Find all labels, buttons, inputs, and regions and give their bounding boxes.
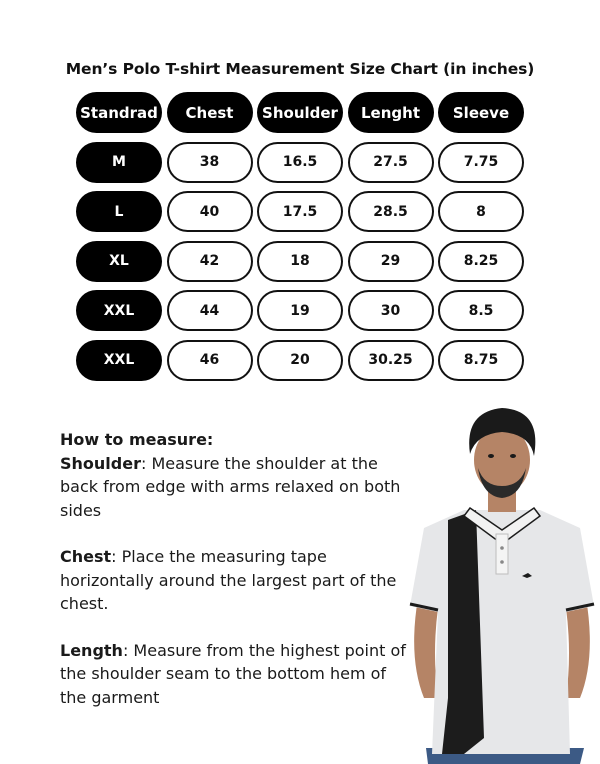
length-value: 30.25 (348, 340, 434, 381)
size-label: XL (76, 241, 162, 282)
left-arm (414, 598, 438, 698)
chest-value: 44 (167, 290, 253, 331)
chest-value: 38 (167, 142, 253, 183)
length-value: 29 (348, 241, 434, 282)
shoulder-value: 20 (257, 340, 343, 381)
sleeve-value: 8.25 (438, 241, 524, 282)
size-chart-table (76, 92, 524, 381)
howto-heading: How to measure: (60, 430, 214, 449)
length-label: Length (60, 640, 123, 660)
sleeve-value: 8.5 (438, 290, 524, 331)
length-text: : Measure from the highest point of the shoulder seam to the bottom hem of the garment (60, 640, 406, 707)
length-value: 30 (348, 290, 434, 331)
header-length: Lenght (348, 92, 434, 133)
size-label: L (76, 191, 162, 232)
length-instruction (60, 639, 410, 710)
chest-instruction (60, 545, 410, 616)
header-standard: Standrad (76, 92, 162, 133)
shoulder-value: 19 (257, 290, 343, 331)
length-value: 28.5 (348, 191, 434, 232)
size-label: M (76, 142, 162, 183)
header-chest: Chest (167, 92, 253, 133)
sleeve-value: 8.75 (438, 340, 524, 381)
shoulder-instruction (60, 452, 410, 523)
chest-value: 42 (167, 241, 253, 282)
chest-label: Chest (60, 547, 112, 566)
measure-instructions (60, 428, 410, 732)
chest-value: 46 (167, 340, 253, 381)
size-label: XXL (76, 340, 162, 381)
model-photo (404, 398, 600, 764)
shoulder-text: : Measure the shoulder at the back from edge with arms relaxed on both sides (60, 453, 401, 520)
sleeve-value: 8 (438, 191, 524, 232)
shoulder-value: 17.5 (257, 191, 343, 232)
right-arm (566, 598, 590, 698)
chest-text: : Place the measuring tape horizontally around the largest part of the chest. (60, 547, 397, 613)
shoulder-value: 16.5 (257, 142, 343, 183)
chest-value: 40 (167, 191, 253, 232)
shoulder-value: 18 (257, 241, 343, 282)
header-shoulder: Shoulder (257, 92, 343, 133)
header-sleeve: Sleeve (438, 92, 524, 133)
size-label: XXL (76, 290, 162, 331)
length-value: 27.5 (348, 142, 434, 183)
shoulder-label: Shoulder (60, 453, 141, 473)
sleeve-value: 7.75 (438, 142, 524, 183)
chart-title: Men’s Polo T-shirt Measurement Size Chart (in inches) (65, 60, 535, 78)
